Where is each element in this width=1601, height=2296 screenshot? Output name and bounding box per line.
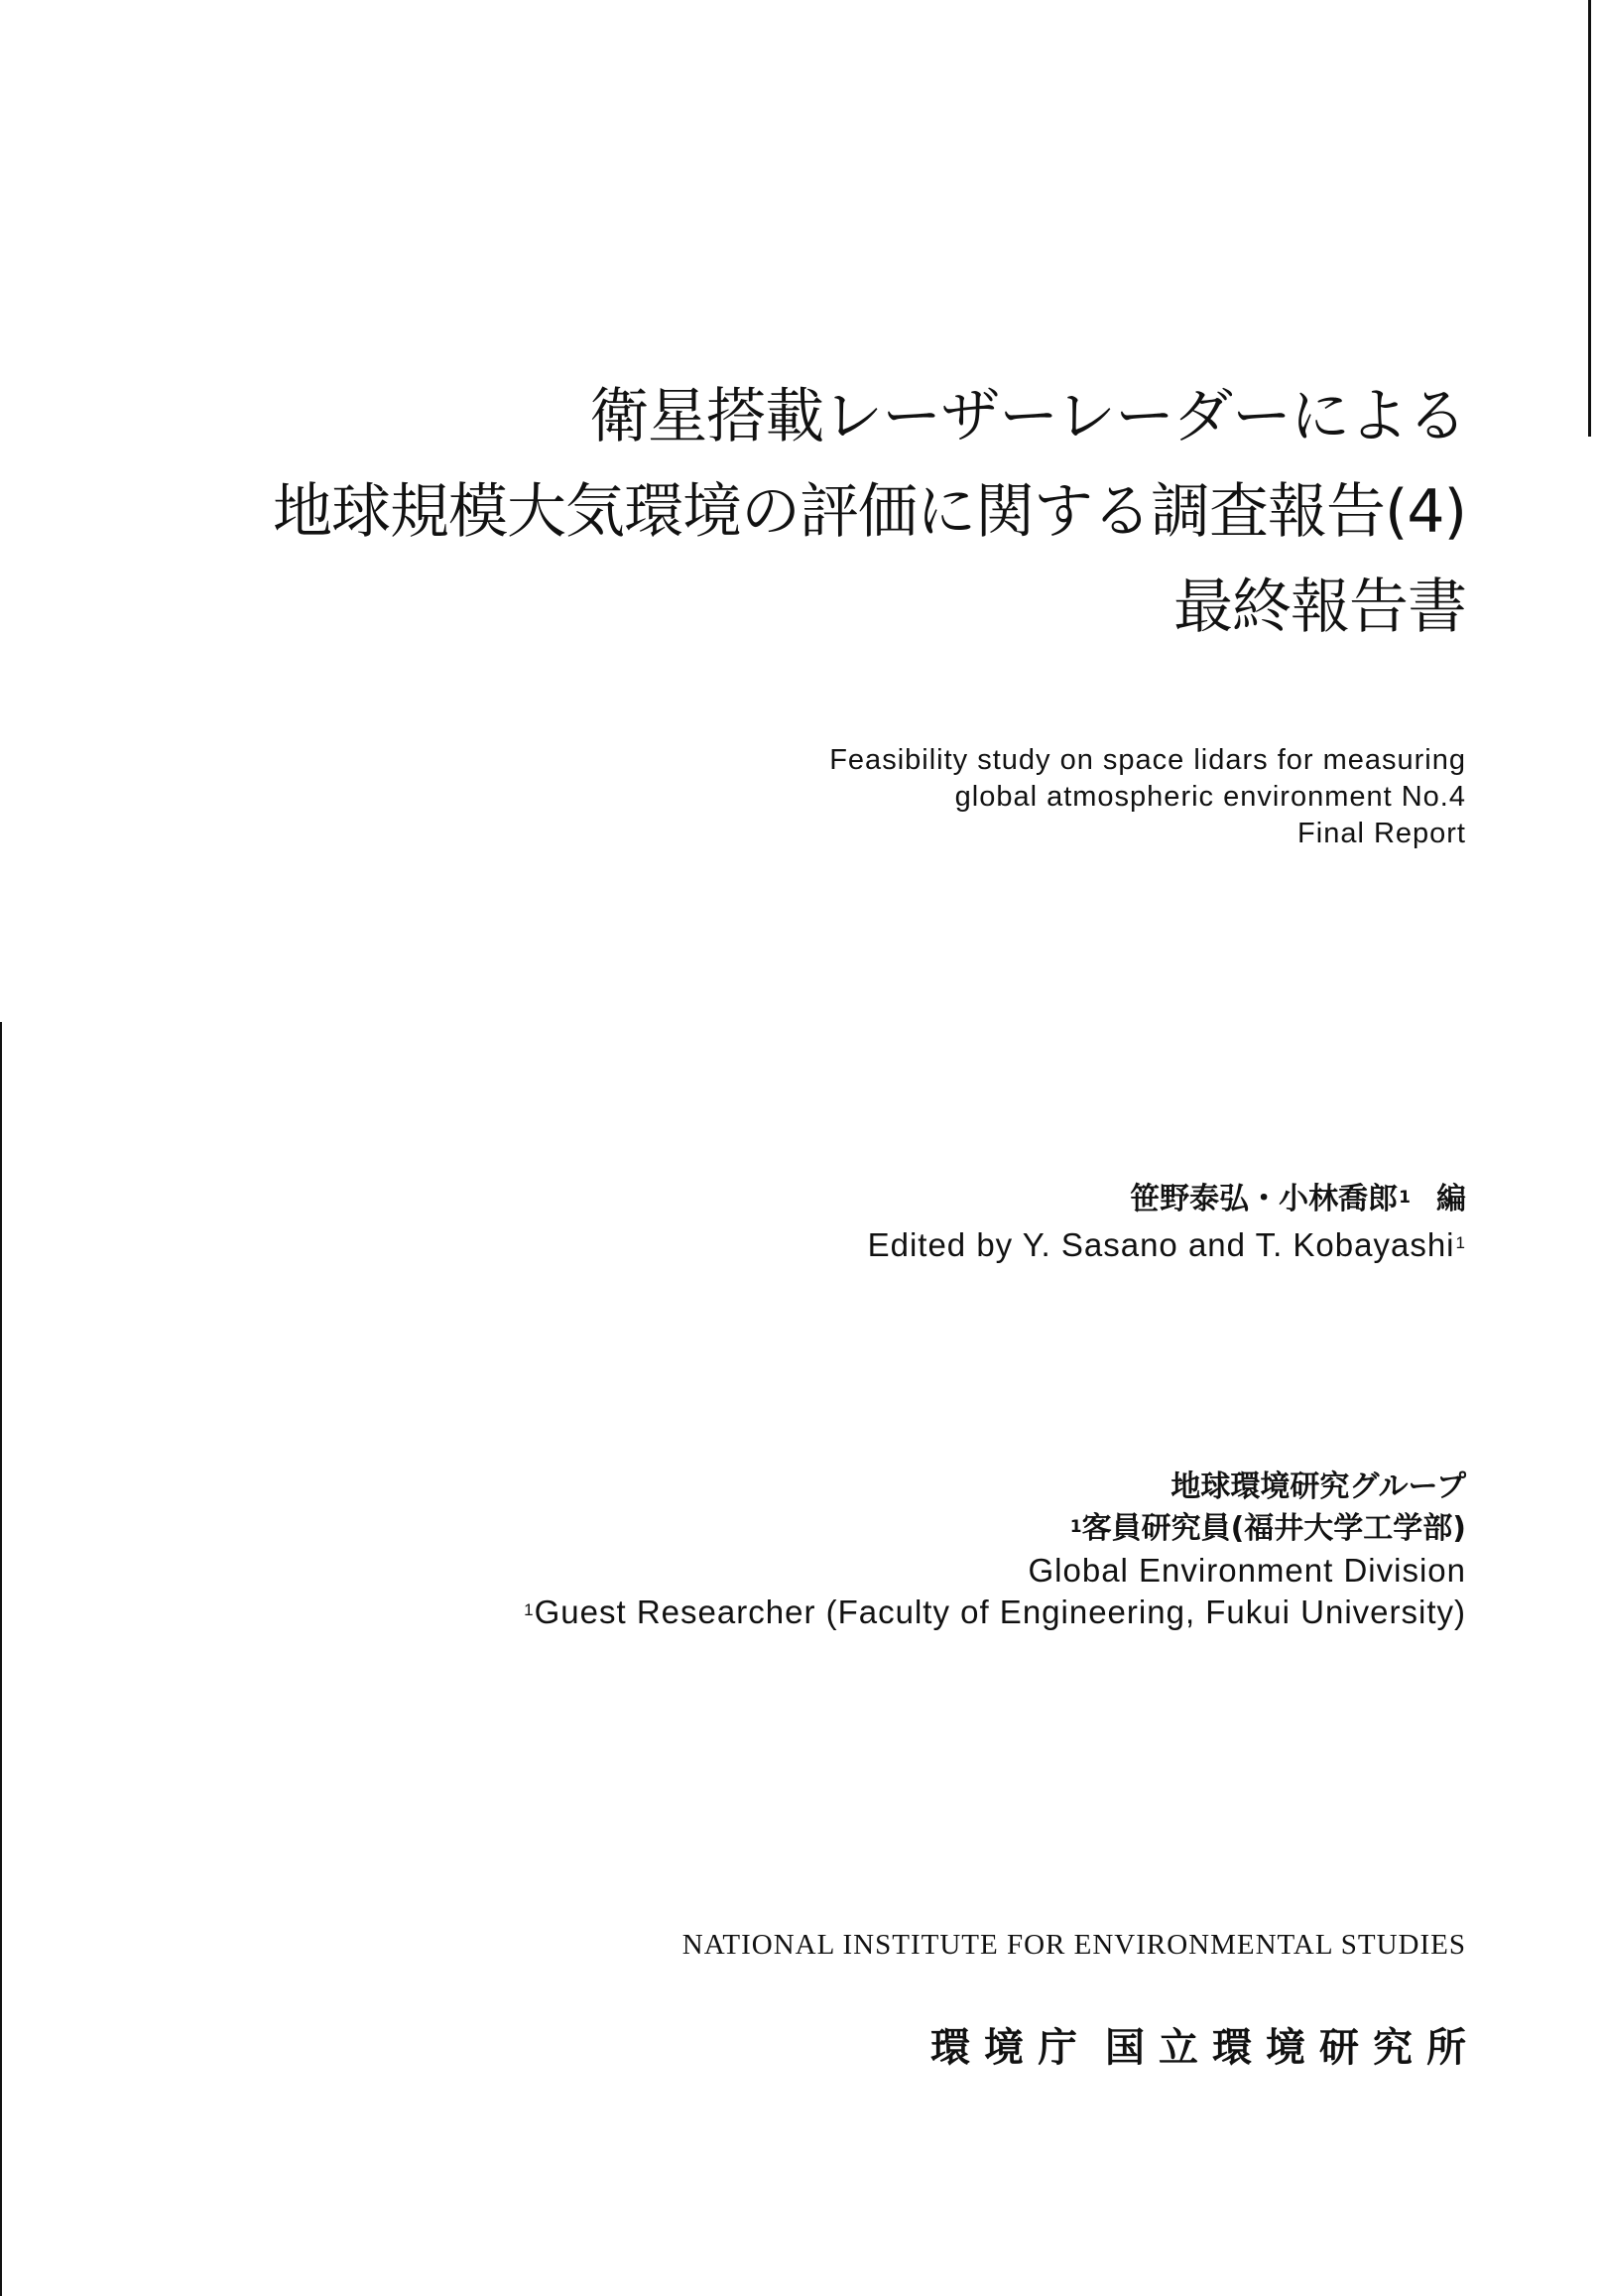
editor-names-japanese: 笹野泰弘・小林喬郎 xyxy=(1130,1182,1399,1216)
institute-name-english: NATIONAL INSTITUTE FOR ENVIRONMENTAL STUDIES xyxy=(681,1929,1466,1961)
scan-edge-left xyxy=(0,1022,2,2296)
editor-suffix: 編 xyxy=(1436,1182,1466,1216)
guest-researcher-japanese xyxy=(523,1508,1466,1550)
japanese-title-line-3: 最終報告書 xyxy=(1173,573,1466,642)
japanese-title-line-2: 地球規模大気環境の評価に関する調査報告(4) xyxy=(273,477,1466,547)
english-title xyxy=(829,742,1466,852)
footnote-mark: 1 xyxy=(524,1600,535,1619)
scan-edge-right xyxy=(1588,0,1591,437)
agency-name: 環境庁 xyxy=(930,2025,1091,2071)
footnote-mark: 1 xyxy=(1069,1517,1082,1537)
institute-name: 国立環境研究所 xyxy=(1105,2025,1480,2071)
footnote-mark: 1 xyxy=(1399,1188,1411,1208)
editor-names-english: Edited by Y. Sasano and T. Kobayashi xyxy=(867,1226,1455,1263)
editors-english xyxy=(868,1222,1466,1268)
guest-researcher-japanese-text: 客員研究員(福井大学工学部) xyxy=(1081,1511,1466,1546)
footnote-mark: 1 xyxy=(1455,1233,1466,1252)
english-title-line-3: Final Report xyxy=(1297,818,1466,849)
japanese-title xyxy=(273,369,1466,655)
guest-researcher-english xyxy=(523,1592,1466,1633)
english-title-line-1: Feasibility study on space lidars for measuring xyxy=(829,744,1466,776)
japanese-title-line-1: 衛星搭載レーザーレーダーによる xyxy=(589,382,1466,451)
division-japanese: 地球環境研究グループ xyxy=(1170,1469,1466,1504)
editors-japanese xyxy=(868,1177,1466,1222)
english-title-line-2: global atmospheric environment No.4 xyxy=(954,781,1466,813)
guest-researcher-english-text: Guest Researcher (Faculty of Engineering, Fukui University) xyxy=(534,1594,1466,1630)
division-english: Global Environment Division xyxy=(1028,1552,1466,1589)
affiliation-block xyxy=(523,1467,1466,1633)
institute-name-japanese xyxy=(930,2020,1480,2076)
editors-block xyxy=(868,1177,1466,1268)
